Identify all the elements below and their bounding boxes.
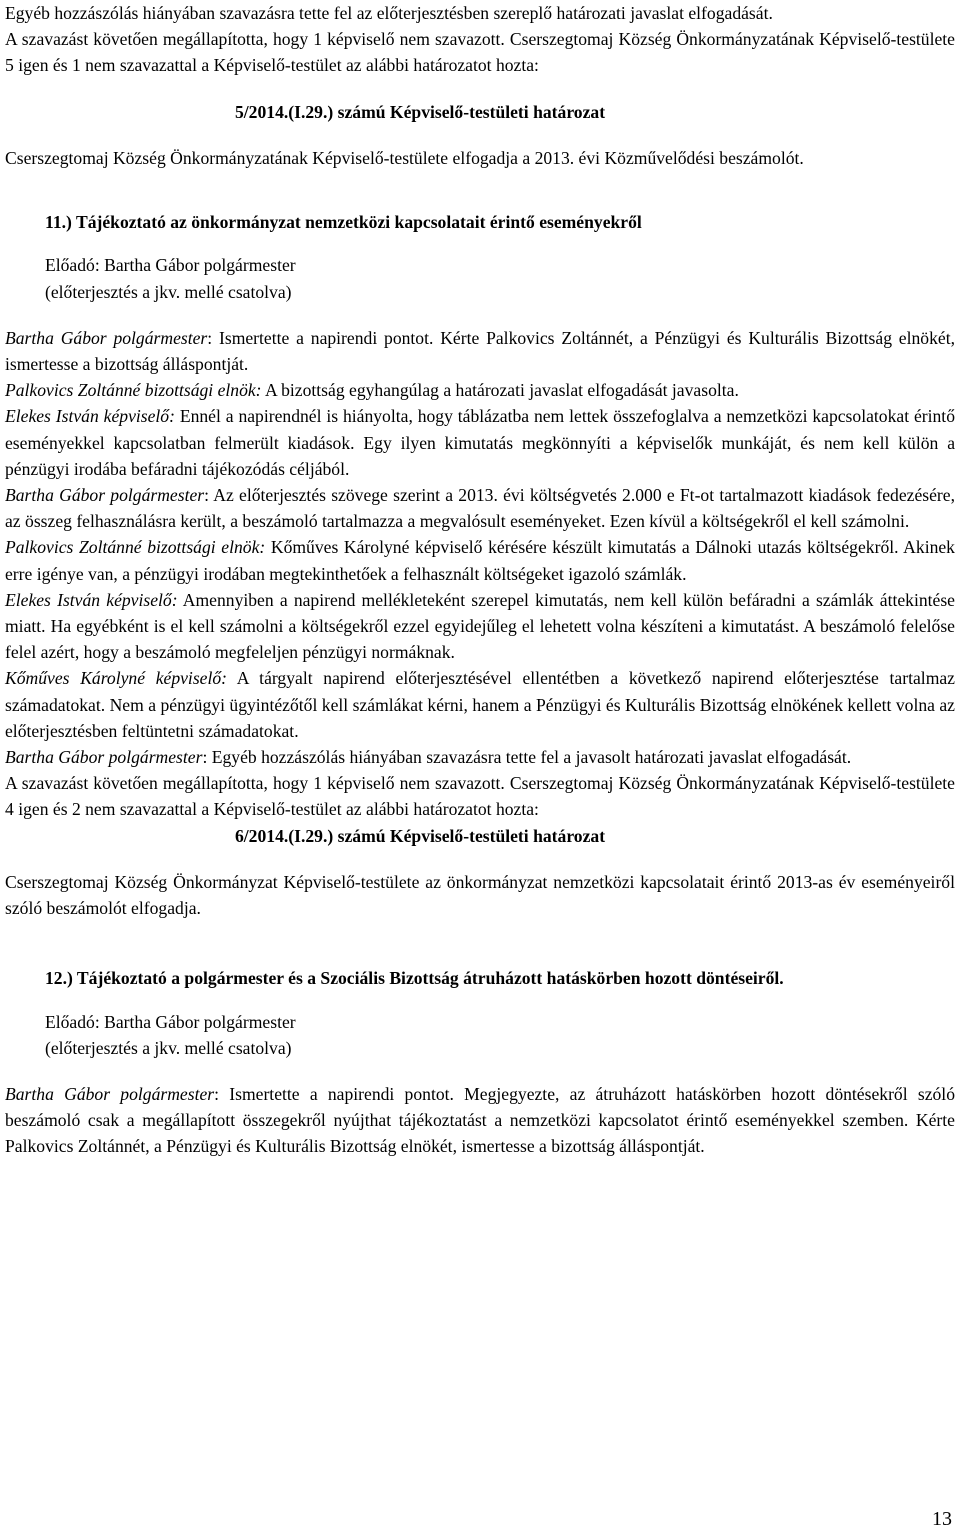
text-run: A szavazást követően megállapította, hogy 1 képviselő nem szavazott. Cserszegtomaj Község Önkormányzatának Képviselő-testülete 4 igen és 2 nem szavazattal a Képviselő-testület az alábbi határozatot hozta: [5, 773, 955, 820]
resolution-title [235, 823, 955, 849]
speaker-name: Bartha Gábor polgármester [5, 1084, 215, 1105]
speaker-name: Bartha Gábor polgármester [5, 485, 205, 506]
agenda-item-detail [45, 1009, 955, 1035]
paragraph [5, 534, 955, 586]
spacer [5, 305, 955, 325]
spacer [5, 125, 955, 145]
speaker-name: Bartha Gábor polgármester [5, 747, 203, 768]
paragraph [5, 587, 955, 666]
paragraph [5, 744, 955, 770]
text-run: Előadó: Bartha Gábor polgármester [45, 255, 296, 276]
page-number: 13 [932, 1508, 952, 1530]
spacer [5, 921, 955, 947]
agenda-item-detail [45, 279, 955, 305]
text-run: Amennyiben a napirend mellékleteként szerepel kimutatás, nem kell külön befáradni a számlák áttekintése miatt. Ha egyébként is el kell számolni a költségekről ezzel egyidejűleg el lehetett volna készíteni a kimutatást. A beszámoló felelőse felel azért, hogy a beszámoló megfeleljen pénzügyi normáknak. [5, 589, 955, 663]
text-run: 12.) Tájékoztató a polgármester és a Szociális Bizottság átruházott hatáskörben hozott döntéseiről. [45, 967, 784, 988]
text-run: : Egyéb hozzászólás hiányában szavazásra tette fel a javasolt határozati javaslat elfogadását. [202, 747, 852, 768]
speaker-name: Kőműves Károlyné képviselő: [5, 668, 228, 689]
paragraph [5, 26, 955, 78]
spacer [5, 1061, 955, 1081]
text-run: : Az előterjesztés szövege szerint a 2013. évi költségvetés 2.000 e Ft-ot tartalmazott kiadások fedezésére, az összeg felhasználásra került, a beszámoló tartalmazza a megvalósult eseményeket. Ezen kívül a költségekről el kell számolni. [5, 485, 955, 532]
text-run: (előterjesztés a jkv. mellé csatolva) [45, 281, 292, 302]
paragraph [5, 665, 955, 744]
text-run: A szavazást követően megállapította, hogy 1 képviselő nem szavazott. Cserszegtomaj Község Önkormányzatának Képviselő-testülete 5 igen és 1 nem szavazattal a Képviselő-testület az alábbi határozatot hozta: [5, 29, 955, 76]
paragraph [5, 377, 955, 403]
text-run: A bizottság egyhangúlag a határozati javaslat elfogadását javasolta. [261, 380, 739, 401]
speaker-name: Bartha Gábor polgármester [5, 327, 208, 348]
paragraph [5, 770, 955, 822]
paragraph [5, 869, 955, 921]
agenda-item-title [45, 965, 955, 991]
paragraph [5, 482, 955, 534]
text-run: (előterjesztés a jkv. mellé csatolva) [45, 1037, 292, 1058]
paragraph [5, 145, 955, 171]
agenda-item-detail [45, 252, 955, 278]
text-run: Egyéb hozzászólás hiányában szavazásra tette fel az előterjesztésben szereplő határozati javaslat elfogadását. [5, 3, 773, 23]
text-run: 5/2014.(I.29.) számú Képviselő-testületi határozat [235, 101, 606, 122]
text-run: 11.) Tájékoztató az önkormányzat nemzetközi kapcsolatait érintő eseményekről [45, 211, 642, 232]
text-run: A tárgyalt napirend előterjesztésével ellentétben a következő napirend előterjesztése tartalmaz számadatokat. Nem a pénzügyi ügyintézőtől kell számlákat kérni, hanem a Pénzügyi és Kulturális Bizottság elnökének kellett volna az előterjesztésben feltüntetni számadatokat. [5, 668, 955, 741]
spacer [5, 79, 955, 99]
agenda-item-title [45, 209, 955, 235]
speaker-name: Elekes István képviselő: [5, 406, 175, 427]
text-run: Cserszegtomaj Község Önkormányzat Képviselő-testülete az önkormányzat nemzetközi kapcsolatait érintő 2013-as év eseményeiről szóló beszámolót elfogadja. [5, 871, 955, 919]
paragraph [5, 1081, 955, 1160]
text-run: : Ismertette a napirendi pontot. Megjegyezte, az átruházott hatáskörben hozott döntésekről szóló beszámoló csak a megállapított összegekről nyújthat tájékoztatást a nemzetközi kapcsolatot érintő eseményekkel szemben. Kérte Palkovics Zoltánnét, a Pénzügyi és Kulturális Bizottság elnökét, ismertesse a bizottság álláspontját. [5, 1084, 955, 1157]
text-run: Kőműves Károlyné képviselő kérésére készült kimutatás a Dálnoki utazás költségekről. Akinek erre igénye van, a pénzügyi irodában megtekinthetőek a felhasznált költségeket igazoló számlák. [5, 537, 955, 584]
agenda-item-detail [45, 1035, 955, 1061]
speaker-name: Palkovics Zoltánné bizottsági elnök: [5, 380, 262, 401]
spacer [5, 849, 955, 869]
paragraph [5, 0, 955, 26]
text-run: : Ismertette a napirendi pontot. Kérte Palkovics Zoltánnét, a Pénzügyi és Kulturális Bizottság elnökét, ismertesse a bizottság álláspontját. [5, 327, 955, 375]
paragraph [5, 403, 955, 482]
text-run: Előadó: Bartha Gábor polgármester [45, 1011, 296, 1032]
spacer [5, 171, 955, 191]
speaker-name: Elekes István képviselő: [5, 589, 178, 610]
document-body [5, 0, 955, 1160]
text-run: Cserszegtomaj Község Önkormányzatának Képviselő-testülete elfogadja a 2013. évi Közművelődési beszámolót. [5, 147, 804, 168]
resolution-title [235, 99, 955, 125]
speaker-name: Palkovics Zoltánné bizottsági elnök: [5, 537, 266, 558]
text-run: 6/2014.(I.29.) számú Képviselő-testületi határozat [235, 825, 606, 846]
text-run: Ennél a napirendnél is hiányolta, hogy táblázatba nem lettek összefoglalva a nemzetközi kapcsolatokat érintő eseményekkel kapcsolatban felmerült kiadások. Egy ilyen kimutatás megkönnyíti a képviselők munkáját, és nem kell külön a pénzügyi irodába befáradni tájékozódás céljából. [5, 406, 955, 479]
paragraph [5, 325, 955, 377]
